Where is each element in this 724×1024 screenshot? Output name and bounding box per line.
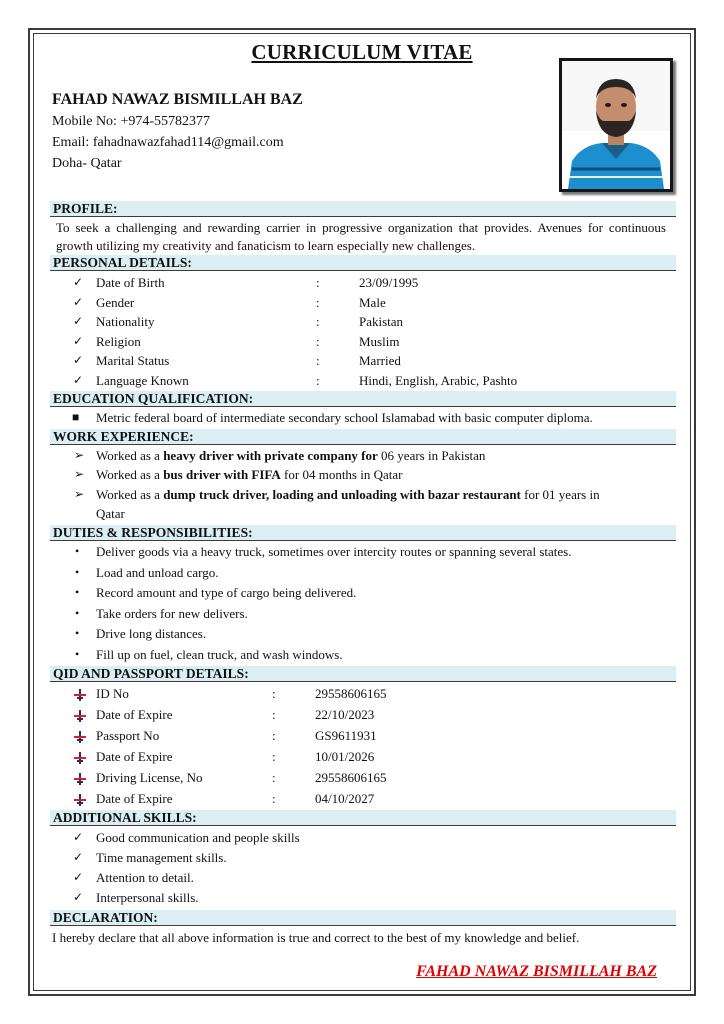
qid-row	[74, 789, 674, 808]
qid-row	[74, 684, 674, 703]
personal-value: 23/09/1995	[359, 275, 419, 290]
personal-value: Hindi, English, Arabic, Pashto	[359, 372, 518, 388]
qid-label: Driving License, No	[96, 770, 203, 785]
personal-label: Marital Status	[96, 353, 170, 368]
pin-bullet-icon	[74, 750, 86, 762]
applicant-name: FAHAD NAWAZ BISMILLAH BAZ	[52, 91, 303, 108]
duty-text: Fill up on fuel, clean truck, and wash windows.	[96, 646, 343, 662]
work-item-continued	[96, 504, 125, 523]
section-education: EDUCATION QUALIFICATION:	[50, 391, 676, 407]
personal-label: Language Known	[96, 372, 189, 388]
qid-row	[74, 705, 674, 724]
arrow-bullet-icon: ➢	[74, 448, 85, 462]
personal-row	[73, 312, 673, 331]
personal-separator: :	[316, 353, 320, 368]
section-work-experience: WORK EXPERIENCE:	[50, 429, 676, 445]
duty-text: Record amount and type of cargo being delivered.	[96, 585, 357, 600]
work-text-suffix: for 04 months in Qatar	[280, 467, 403, 482]
section-additional-skills: ADDITIONAL SKILLS:	[50, 810, 676, 826]
qid-value: 04/10/2027	[315, 791, 375, 806]
work-text-role: dump truck driver, loading and unloading with bazar restaurant	[163, 487, 521, 502]
profile-text: To seek a challenging and rewarding carrier in progressive organization that provides. Avenues for continuous growth utilizing my creativity and fanaticism to learn especially new challenges.	[56, 220, 666, 253]
signature: FAHAD NAWAZ BISMILLAH BAZ	[416, 963, 657, 980]
personal-separator: :	[316, 275, 320, 290]
round-bullet-icon: •	[75, 646, 80, 661]
work-text-prefix: Worked as a	[96, 467, 164, 482]
section-profile: PROFILE:	[50, 201, 676, 217]
email-address: Email: fahadnawazfahad114@gmail.com	[52, 135, 284, 150]
personal-row	[73, 351, 673, 370]
qid-separator: :	[272, 686, 276, 701]
work-text-prefix: Worked as a	[96, 487, 164, 502]
qid-row	[74, 768, 674, 787]
qid-row	[74, 747, 674, 766]
duty-text: Take orders for new delivers.	[96, 605, 248, 621]
check-mark-icon: ✓	[73, 333, 84, 348]
duty-text: Load and unload cargo.	[96, 564, 219, 580]
pin-bullet-icon	[74, 687, 86, 699]
work-text-suffix: for 01 years in	[520, 487, 600, 502]
check-mark-icon: ✓	[73, 890, 84, 904]
document-title: CURRICULUM VITAE	[251, 40, 473, 64]
qid-separator: :	[272, 791, 276, 806]
qid-label: Passport No	[96, 728, 160, 743]
duty-text: Drive long distances.	[96, 626, 207, 641]
work-text	[96, 465, 402, 484]
pin-bullet-icon	[74, 771, 86, 783]
skill-text: Time management skills.	[96, 850, 227, 865]
work-text-continued: Qatar	[96, 506, 125, 521]
work-text-role: heavy driver with private company for	[163, 448, 378, 463]
skill-text: Interpersonal skills.	[96, 890, 199, 905]
mobile-number: Mobile No: +974-55782377	[52, 114, 210, 129]
work-text-suffix: 06 years in Pakistan	[377, 448, 486, 463]
round-bullet-icon: •	[75, 605, 80, 620]
section-declaration: DECLARATION:	[50, 910, 676, 926]
check-mark-icon: ✓	[73, 372, 84, 387]
personal-row	[73, 293, 673, 312]
qid-separator: :	[272, 707, 276, 722]
round-bullet-icon: •	[75, 564, 80, 579]
duty-text: Deliver goods via a heavy truck, sometimes over intercity routes or spanning several states.	[96, 544, 572, 559]
work-item	[74, 485, 674, 504]
check-mark-icon: ✓	[73, 850, 84, 864]
profile-photo	[559, 58, 673, 192]
qid-row	[74, 726, 674, 745]
section-duties: DUTIES & RESPONSIBILITIES:	[50, 525, 676, 541]
qid-label: ID No	[96, 686, 129, 701]
check-mark-icon: ✓	[73, 275, 84, 289]
qid-value: 22/10/2023	[315, 707, 375, 722]
qid-value: 10/01/2026	[315, 749, 375, 764]
work-text-prefix: Worked as a	[96, 448, 164, 463]
personal-label: Date of Birth	[96, 275, 165, 290]
qid-label: Date of Expire	[96, 791, 173, 806]
work-item	[74, 465, 674, 484]
qid-value: 29558606165	[315, 770, 387, 785]
pin-bullet-icon	[74, 708, 86, 720]
location: Doha- Qatar	[52, 156, 122, 171]
check-mark-icon: ✓	[73, 314, 84, 328]
check-mark-icon: ✓	[73, 830, 84, 844]
round-bullet-icon: •	[75, 544, 80, 558]
personal-label: Gender	[96, 294, 135, 310]
check-mark-icon: ✓	[73, 294, 84, 309]
personal-separator: :	[316, 372, 320, 388]
pin-bullet-icon	[74, 729, 86, 741]
skill-text: Attention to detail.	[96, 870, 194, 885]
declaration-text: I hereby declare that all above information is true and correct to the best of my knowledge and belief.	[52, 930, 580, 945]
personal-row	[73, 371, 673, 390]
qid-separator: :	[272, 749, 276, 764]
qid-separator: :	[272, 728, 276, 743]
personal-separator: :	[316, 314, 320, 329]
round-bullet-icon: •	[75, 585, 80, 599]
personal-separator: :	[316, 294, 320, 310]
personal-value: Pakistan	[359, 314, 404, 329]
personal-label: Nationality	[96, 314, 155, 329]
pin-bullet-icon	[74, 792, 86, 804]
personal-row	[73, 332, 673, 351]
work-text	[96, 446, 485, 465]
qid-label: Date of Expire	[96, 749, 173, 764]
personal-label: Religion	[96, 333, 141, 349]
section-personal-details: PERSONAL DETAILS:	[50, 255, 676, 271]
qid-value: GS9611931	[315, 728, 377, 743]
work-text-role: bus driver with FIFA	[163, 467, 281, 482]
qid-separator: :	[272, 770, 276, 785]
personal-value: Male	[359, 294, 386, 310]
personal-value: Muslim	[359, 333, 400, 349]
personal-value: Married	[359, 353, 401, 368]
check-mark-icon: ✓	[73, 870, 84, 884]
section-qid-passport: QID AND PASSPORT DETAILS:	[50, 666, 676, 682]
qid-value: 29558606165	[315, 686, 387, 701]
skill-text: Good communication and people skills	[96, 830, 300, 845]
work-text	[96, 485, 600, 504]
square-bullet-icon: ■	[72, 410, 80, 424]
check-mark-icon: ✓	[73, 353, 84, 367]
arrow-bullet-icon: ➢	[74, 487, 85, 501]
personal-row	[73, 273, 673, 292]
work-item	[74, 446, 674, 465]
round-bullet-icon: •	[75, 626, 80, 640]
qid-label: Date of Expire	[96, 707, 173, 722]
arrow-bullet-icon: ➢	[74, 467, 85, 481]
personal-separator: :	[316, 333, 320, 349]
